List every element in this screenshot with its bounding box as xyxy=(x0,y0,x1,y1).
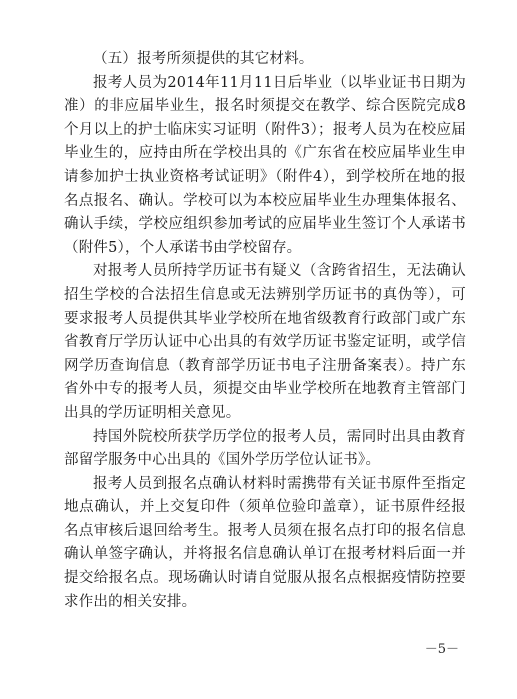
paragraph-onsite-confirmation: 报考人员到报名点确认材料时需携带有关证书原件至指定地点确认，并上交复印件（须单位验印盖章），证书原件经报名点审核后退回给考生。报考人员须在报名点打印的报名信息确认单签字确认，并将报名信息确认单订在报考材料后面一并提交给报名点。现场确认时请自觉服从报名点根据疫情防控要求作出的相关安排。 xyxy=(64,475,466,610)
paragraph-foreign-degree: 持国外院校所获学历学位的报考人员，需同时出具由教育部留学服务中心出具的《国外学历学位认证书》。 xyxy=(64,428,466,469)
paragraph-internship-proof: 报考人员为2014年11月11日后毕业（以毕业证书日期为准）的非应届毕业生，报名时须提交在教学、综合医院完成8个月以上的护士临床实习证明（附件3）；报考人员为在校应届毕业生的，应持由所在学校出具的《广东省在校应届毕业生申请参加护士执业资格考试证明》（附件4），到学校所在地的报名点报名、确认。学校可以为本校应届毕业生办理集体报名、确认手续，学校应组织参加考试的应届毕业生签订个人承诺书（附件5），个人承诺书由学校留存。 xyxy=(64,74,466,256)
page-number: －5－ xyxy=(424,642,459,657)
section-heading: （五）报考所须提供的其它材料。 xyxy=(93,51,314,67)
document-body xyxy=(64,48,466,614)
paragraph-diploma-verification: 对报考人员所持学历证书有疑义（含跨省招生，无法确认招生学校的合法招生信息或无法辨别学历证书的真伪等），可要求报考人员提供其毕业学校所在地省级教育行政部门或广东省教育厅学历认证中心出具的有效学历证书鉴定证明，或学信网学历查询信息（教育部学历证书电子注册备案表）。持广东省外中专的报考人员，须提交由毕业学校所在地教育主管部门出具的学历证明相关意见。 xyxy=(64,263,466,421)
